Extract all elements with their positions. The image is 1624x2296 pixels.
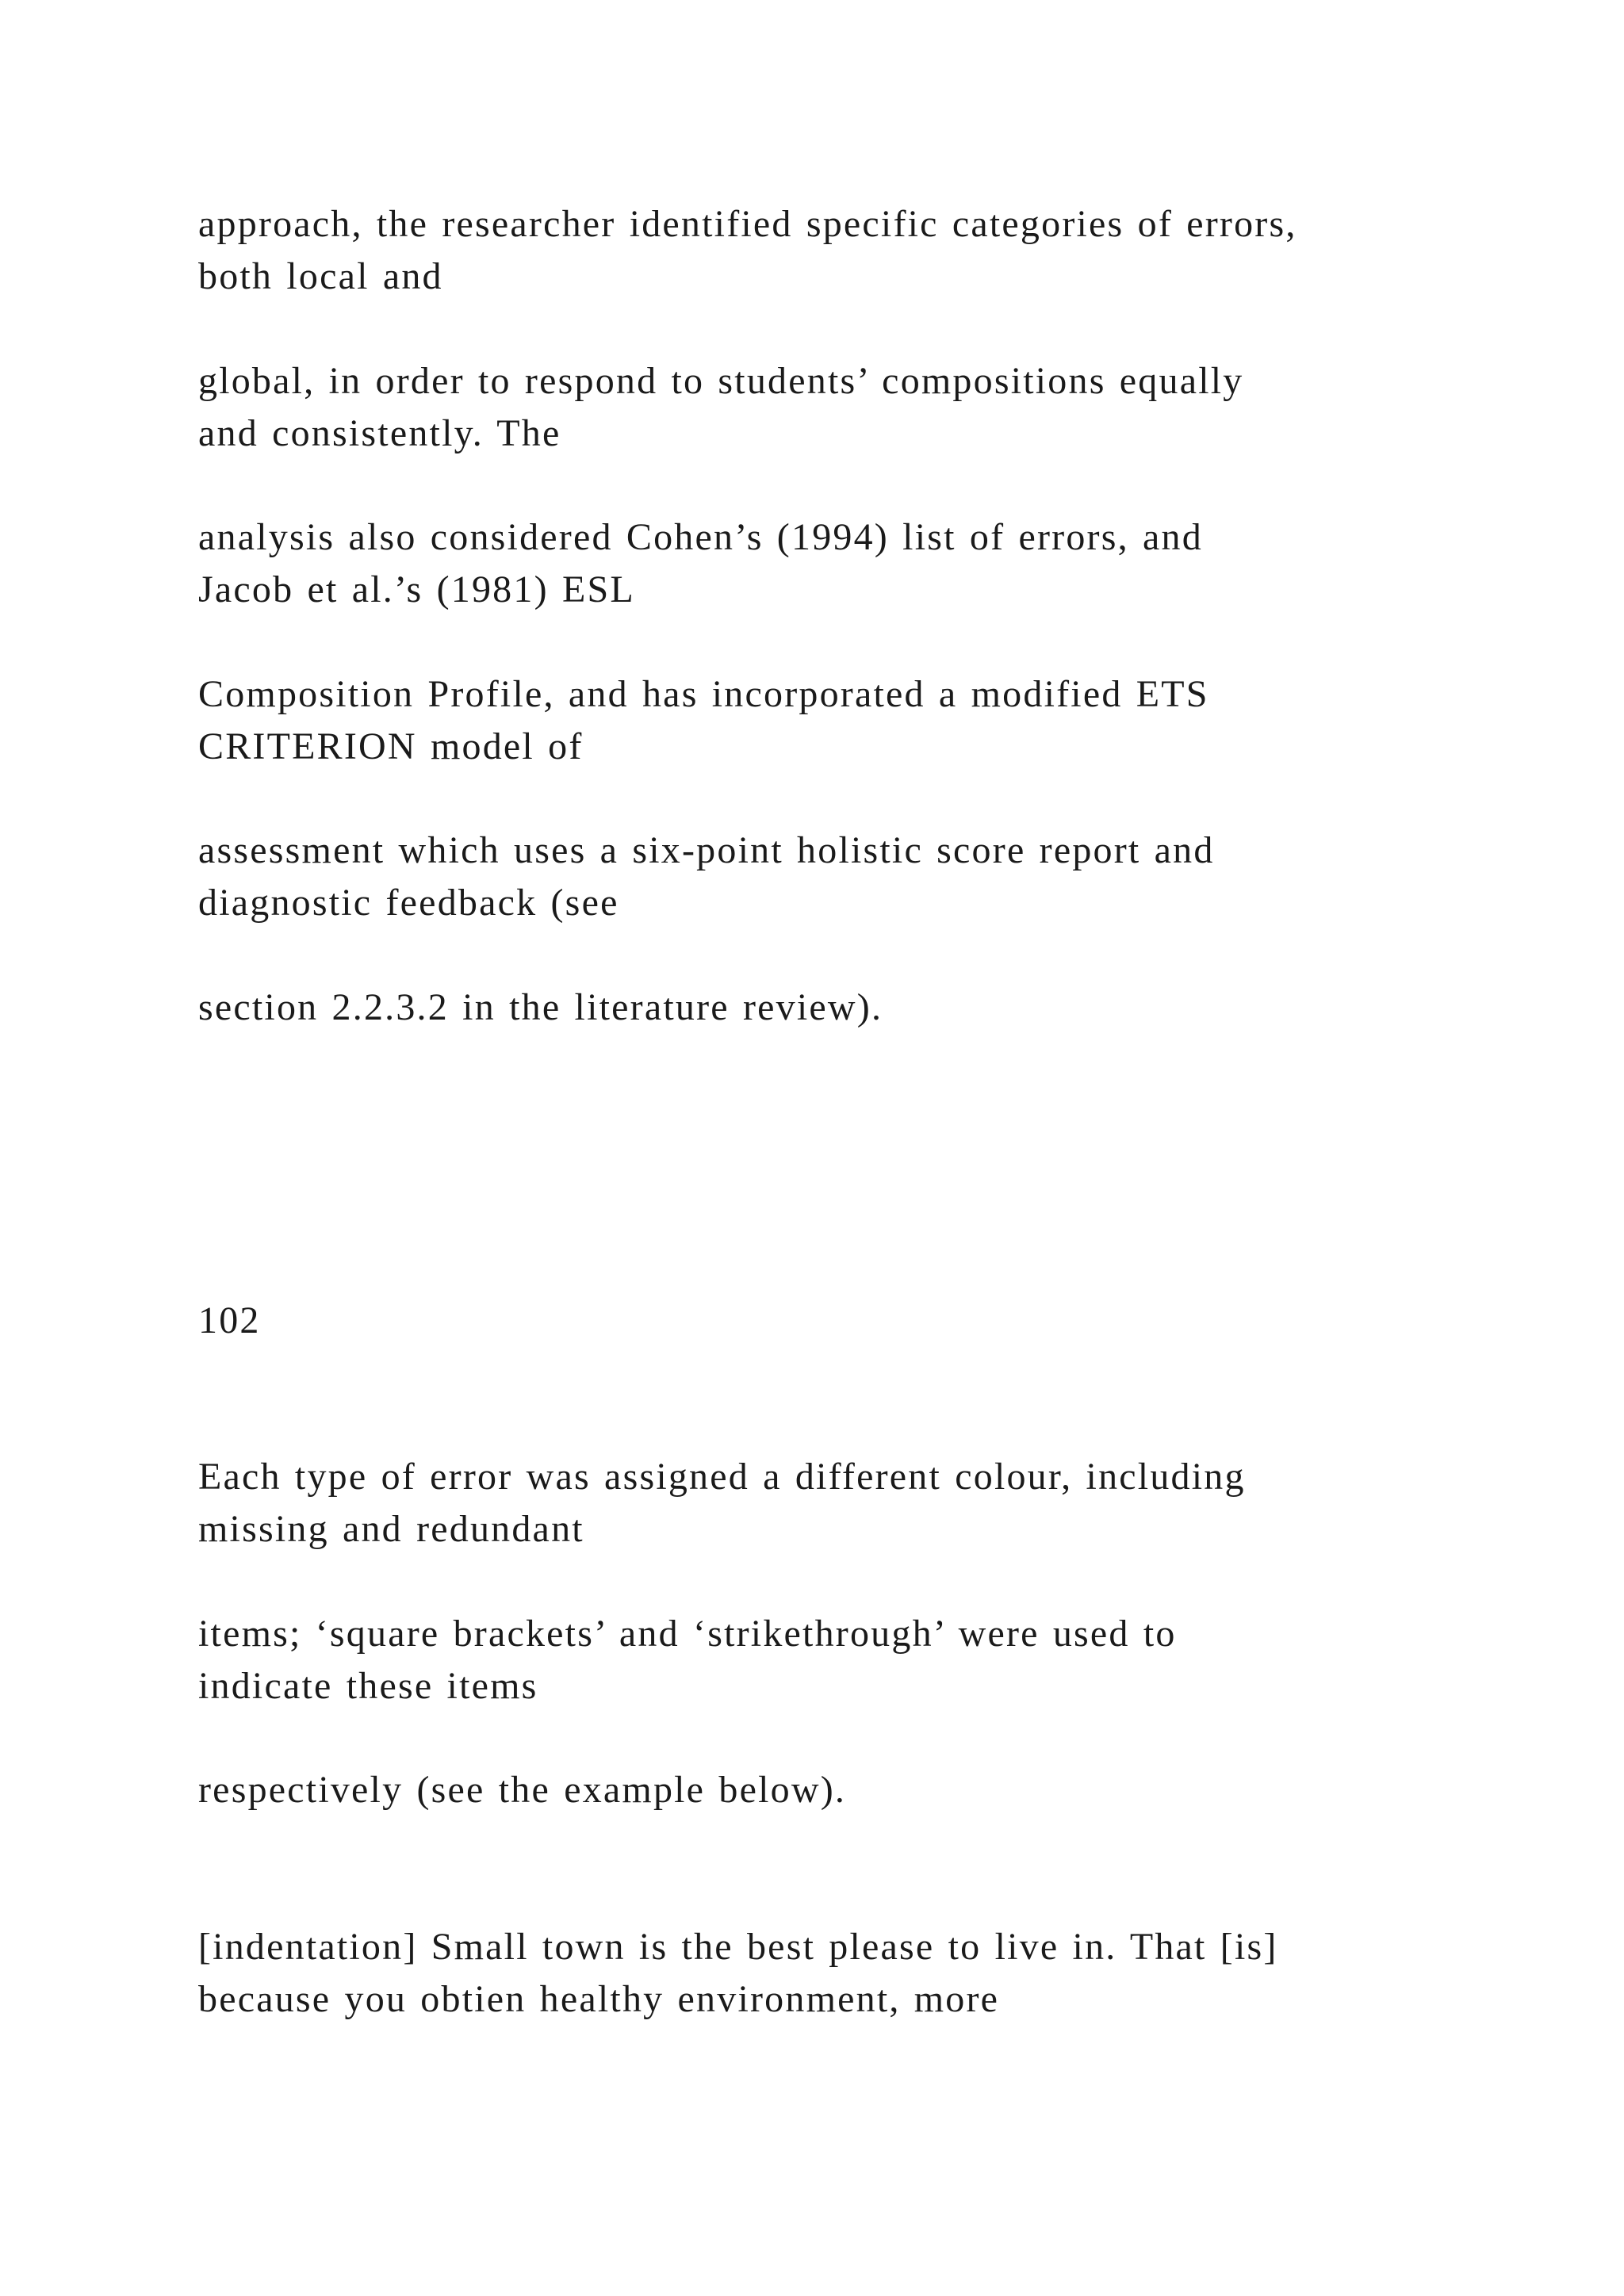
text-line: respectively (see the example below). (198, 1769, 847, 1811)
paragraph-error-colour (198, 1451, 1467, 1556)
text-line: items; ‘square brackets’ and ‘strikethrough’ were used to (198, 1613, 1177, 1655)
text-line: missing and redundant (198, 1508, 584, 1550)
text-line: approach, the researcher identified specific categories of errors, (198, 203, 1297, 245)
paragraph-items (198, 1608, 1467, 1712)
paragraph-approach (198, 198, 1467, 303)
text-line: assessment which uses a six-point holistic score report and (198, 829, 1215, 871)
text-line: and consistently. The (198, 412, 561, 454)
text-line: CRITERION model of (198, 725, 584, 767)
text-line: section 2.2.3.2 in the literature review). (198, 986, 883, 1028)
paragraph-analysis (198, 511, 1467, 616)
paragraph-respectively (198, 1764, 1467, 1816)
text-line: Composition Profile, and has incorporated a modified ETS (198, 673, 1209, 715)
text-line: Jacob et al.’s (1981) ESL (198, 568, 635, 610)
paragraph-example (198, 1921, 1467, 2026)
text-line: global, in order to respond to students’ compositions equally (198, 360, 1244, 402)
text-line: indicate these items (198, 1665, 538, 1707)
text-line: diagnostic feedback (see (198, 882, 619, 924)
text-line: Each type of error was assigned a different colour, including (198, 1456, 1246, 1498)
text-line: because you obtien healthy environment, more (198, 1978, 1000, 2020)
paragraph-assessment (198, 825, 1467, 929)
paragraph-composition-profile (198, 668, 1467, 773)
text-line: analysis also considered Cohen’s (1994) list of errors, and (198, 516, 1203, 558)
paragraph-global (198, 355, 1467, 460)
page-number: 102 (198, 1299, 261, 1341)
paragraph-section-ref (198, 982, 1467, 1034)
text-line: [indentation] Small town is the best please to live in. That [is] (198, 1926, 1278, 1968)
text-line: both local and (198, 255, 443, 297)
